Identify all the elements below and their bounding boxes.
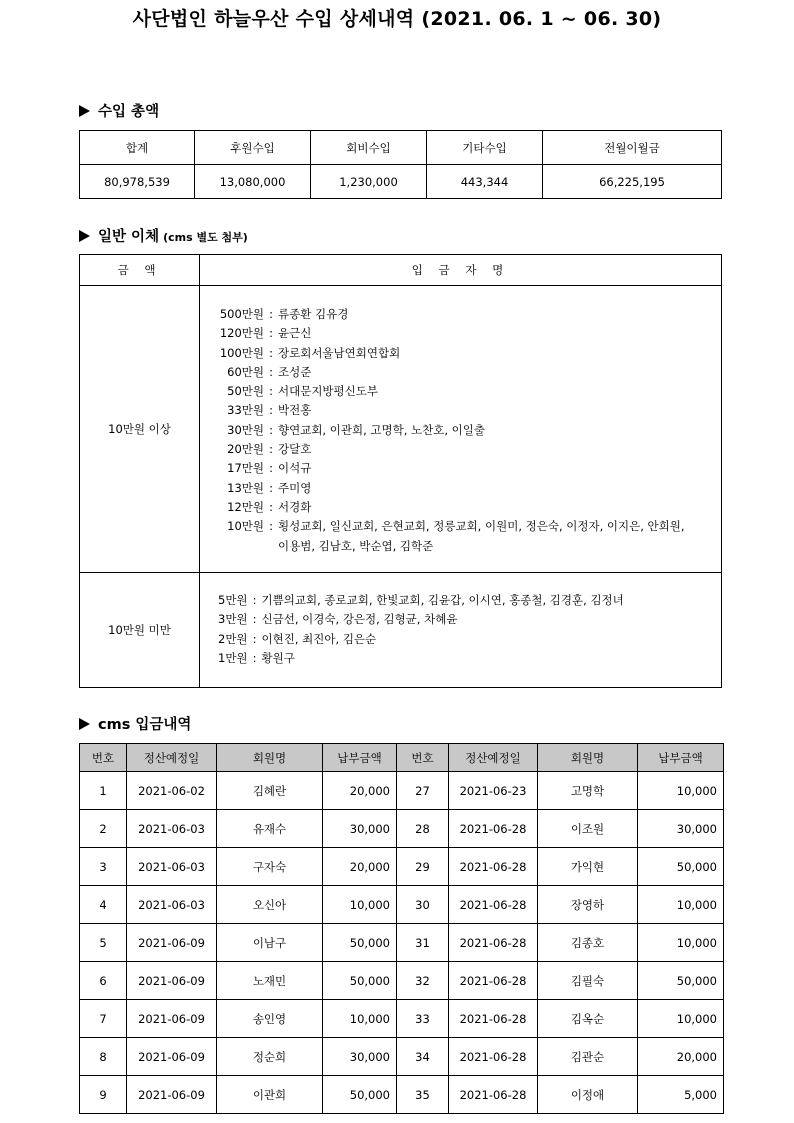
- donor-names: 황원구: [261, 650, 295, 665]
- donation-amount: 17만원: [227, 461, 264, 476]
- table-row: [80, 886, 724, 924]
- donor-line: [218, 401, 721, 420]
- table-cell: 2021-06-09: [127, 962, 217, 1000]
- header-cell: 합계: [80, 131, 195, 165]
- separator: :: [269, 307, 273, 321]
- donor-list-cell: [200, 573, 722, 688]
- table-cell: 2021-06-03: [127, 848, 217, 886]
- donor-line: [218, 363, 721, 382]
- value-cell: 443,344: [427, 165, 543, 199]
- table-cell: 2021-06-03: [127, 886, 217, 924]
- table-cell: 2021-06-09: [127, 1076, 217, 1114]
- table-cell: 2021-06-28: [449, 924, 538, 962]
- category-cell: 10만원 이상: [80, 286, 200, 573]
- donor-line: [218, 459, 721, 478]
- table-cell: 50,000: [638, 962, 724, 1000]
- table-cell: 10,000: [638, 924, 724, 962]
- table-cell: 3: [80, 848, 127, 886]
- value-cell: 80,978,539: [80, 165, 195, 199]
- triangle-bullet-icon: [79, 718, 90, 730]
- table-row: [80, 1000, 724, 1038]
- table-cell: 구자숙: [217, 848, 323, 886]
- donor-list-cell: [200, 286, 722, 573]
- table-cell: 29: [397, 848, 449, 886]
- header-cell: 납부금액: [323, 744, 397, 772]
- donor-list: [218, 591, 721, 668]
- separator: :: [269, 345, 273, 360]
- cms-header-row: [80, 744, 724, 772]
- donation-amount: 120만원: [219, 326, 264, 341]
- table-cell: 10,000: [323, 1000, 397, 1038]
- section-header-total-income: [79, 100, 159, 121]
- donor-names: 이석규: [278, 461, 312, 476]
- donor-names: 서경화: [278, 499, 312, 514]
- cms-deposit-table: [79, 743, 724, 1114]
- donation-amount: 5만원: [218, 593, 248, 607]
- table-row: [80, 962, 724, 1000]
- donor-names: 향연교회, 이관희, 고명학, 노찬호, 이일출: [278, 422, 485, 437]
- table-cell: 2021-06-28: [449, 962, 538, 1000]
- value-cell: 13,080,000: [195, 165, 311, 199]
- table-cell: 20,000: [638, 1038, 724, 1076]
- table-cell: 2021-06-09: [127, 1000, 217, 1038]
- table-cell: 30: [397, 886, 449, 924]
- transfer-header-row: [80, 255, 722, 286]
- table-cell: 이남구: [217, 924, 323, 962]
- donor-names: 조성준: [278, 364, 312, 379]
- table-cell: 7: [80, 1000, 127, 1038]
- table-cell: 고명학: [538, 772, 638, 810]
- summary-header-row: [80, 131, 722, 165]
- donation-amount: 20만원: [227, 442, 264, 457]
- table-cell: 5: [80, 924, 127, 962]
- donor-line: [218, 479, 721, 498]
- table-cell: 32: [397, 962, 449, 1000]
- table-cell: 이정애: [538, 1076, 638, 1114]
- header-cell: 회비수입: [311, 131, 427, 165]
- donation-amount: 500만원: [219, 307, 264, 321]
- separator: :: [269, 384, 273, 399]
- header-cell: 번호: [397, 744, 449, 772]
- donor-line: [218, 421, 721, 440]
- table-cell: 20,000: [323, 848, 397, 886]
- table-cell: 2021-06-23: [449, 772, 538, 810]
- table-cell: 31: [397, 924, 449, 962]
- table-cell: 27: [397, 772, 449, 810]
- separator: :: [269, 442, 273, 457]
- donation-amount: 1만원: [218, 650, 248, 665]
- donor-line: [218, 630, 721, 649]
- table-cell: 2021-06-28: [449, 810, 538, 848]
- category-cell: 10만원 미만: [80, 573, 200, 688]
- table-cell: 4: [80, 886, 127, 924]
- separator: :: [252, 631, 257, 646]
- table-cell: 2021-06-09: [127, 924, 217, 962]
- section-label: 일반 이체: [98, 229, 160, 245]
- table-cell: 2021-06-02: [127, 772, 217, 810]
- table-cell: 김종호: [538, 924, 638, 962]
- table-cell: 9: [80, 1076, 127, 1114]
- value-cell: 66,225,195: [543, 165, 722, 199]
- table-cell: 김관순: [538, 1038, 638, 1076]
- separator: :: [252, 593, 257, 607]
- triangle-bullet-icon: [79, 230, 90, 242]
- table-cell: 2: [80, 810, 127, 848]
- donor-line: [218, 440, 721, 459]
- table-row: [80, 772, 724, 810]
- separator: :: [269, 461, 273, 476]
- cms-body: [80, 772, 724, 1114]
- income-summary-table: [79, 130, 722, 199]
- table-cell: 50,000: [323, 962, 397, 1000]
- table-cell: 50,000: [638, 848, 724, 886]
- table-cell: 50,000: [323, 1076, 397, 1114]
- header-cell: 전월이월금: [543, 131, 722, 165]
- donor-names: 이현진, 최진아, 김은순: [261, 631, 377, 646]
- donation-amount: 13만원: [227, 480, 264, 495]
- donation-amount: 30만원: [227, 422, 264, 437]
- table-cell: 8: [80, 1038, 127, 1076]
- header-cell: 후원수입: [195, 131, 311, 165]
- summary-value-row: [80, 165, 722, 199]
- header-cell: 회원명: [217, 744, 323, 772]
- section-label: 수입 총액: [98, 104, 160, 120]
- table-cell: 30,000: [323, 810, 397, 848]
- header-cell: 기타수입: [427, 131, 543, 165]
- table-cell: 장영하: [538, 886, 638, 924]
- donor-line: [218, 610, 721, 629]
- page-title: 사단법인 하늘우산 수입 상세내역 (2021. 06. 1 ~ 06. 30): [132, 8, 662, 30]
- table-cell: 2021-06-03: [127, 810, 217, 848]
- table-cell: 2021-06-28: [449, 1076, 538, 1114]
- donation-amount: 60만원: [227, 364, 264, 379]
- section-note: (cms 별도 첨부): [163, 231, 248, 244]
- donor-names: 박전홍: [278, 403, 312, 418]
- donor-line: [218, 498, 721, 517]
- donor-line: [218, 324, 721, 343]
- donor-line: [218, 649, 721, 668]
- table-cell: 이관희: [217, 1076, 323, 1114]
- table-cell: 35: [397, 1076, 449, 1114]
- table-cell: 송인영: [217, 1000, 323, 1038]
- separator: :: [252, 612, 257, 627]
- table-cell: 김필숙: [538, 962, 638, 1000]
- table-cell: 2021-06-28: [449, 848, 538, 886]
- separator: :: [252, 650, 257, 665]
- table-cell: 노재민: [217, 962, 323, 1000]
- separator: :: [269, 519, 273, 534]
- table-cell: 10,000: [638, 772, 724, 810]
- table-cell: 30,000: [638, 810, 724, 848]
- transfer-row-under: [80, 573, 722, 688]
- table-cell: 오신아: [217, 886, 323, 924]
- donor-names: 신금선, 이경숙, 강은정, 김형균, 차혜윤: [261, 612, 458, 627]
- donation-amount: 12만원: [227, 499, 264, 514]
- header-cell: 입 금 자 명: [200, 255, 722, 286]
- table-cell: 30,000: [323, 1038, 397, 1076]
- table-cell: 유재수: [217, 810, 323, 848]
- separator: :: [269, 422, 273, 437]
- table-cell: 20,000: [323, 772, 397, 810]
- donor-names: 서대문지방평신도부: [278, 384, 378, 399]
- table-cell: 10,000: [638, 1000, 724, 1038]
- separator: :: [269, 326, 273, 341]
- header-cell: 번호: [80, 744, 127, 772]
- header-cell: 금 액: [80, 255, 200, 286]
- table-cell: 1: [80, 772, 127, 810]
- separator: :: [269, 480, 273, 495]
- table-cell: 2021-06-28: [449, 1000, 538, 1038]
- general-transfer-table: [79, 254, 722, 688]
- value-cell: 1,230,000: [311, 165, 427, 199]
- donor-names: 장로회서울남연회연합회: [278, 345, 401, 360]
- section-header-general-transfer: [79, 225, 248, 246]
- table-cell: 2021-06-28: [449, 1038, 538, 1076]
- header-cell: 정산예정일: [127, 744, 217, 772]
- donor-names: 윤근신: [278, 326, 312, 341]
- donor-names: 강달호: [278, 442, 312, 457]
- donor-line: [218, 305, 721, 324]
- donor-line: [218, 591, 721, 610]
- table-row: [80, 1038, 724, 1076]
- table-cell: 이조원: [538, 810, 638, 848]
- table-cell: 28: [397, 810, 449, 848]
- table-cell: 50,000: [323, 924, 397, 962]
- table-row: [80, 1076, 724, 1114]
- separator: :: [269, 499, 273, 514]
- transfer-row-over: [80, 286, 722, 573]
- table-cell: 10,000: [323, 886, 397, 924]
- table-cell: 2021-06-28: [449, 886, 538, 924]
- donor-line: [218, 382, 721, 401]
- separator: :: [269, 403, 273, 418]
- table-cell: 6: [80, 962, 127, 1000]
- table-cell: 5,000: [638, 1076, 724, 1114]
- donation-amount: 2만원: [218, 631, 248, 646]
- donation-amount: 3만원: [218, 612, 248, 627]
- table-cell: 33: [397, 1000, 449, 1038]
- donor-names: 횡성교회, 일신교회, 은현교회, 정릉교회, 이원미, 정은숙, 이정자, 이지은, 안희원, 이용범, 김남호, 박순엽, 김학준: [278, 519, 685, 553]
- table-cell: 10,000: [638, 886, 724, 924]
- donor-list: [218, 305, 721, 556]
- donor-names: 기쁨의교회, 종로교회, 한빛교회, 김윤갑, 이시연, 홍종철, 김경훈, 김정녀: [261, 593, 624, 607]
- donation-amount: 33만원: [227, 403, 264, 418]
- header-cell: 정산예정일: [449, 744, 538, 772]
- table-cell: 34: [397, 1038, 449, 1076]
- donor-names: 류종환 김유경: [278, 307, 349, 321]
- table-cell: 김옥순: [538, 1000, 638, 1038]
- section-header-cms: [79, 713, 191, 734]
- separator: :: [269, 364, 273, 379]
- table-cell: 가익현: [538, 848, 638, 886]
- triangle-bullet-icon: [79, 105, 90, 117]
- header-cell: 회원명: [538, 744, 638, 772]
- table-cell: 정순희: [217, 1038, 323, 1076]
- donation-amount: 100만원: [219, 345, 264, 360]
- table-row: [80, 848, 724, 886]
- donation-amount: 10만원: [227, 519, 264, 534]
- section-label: cms 입금내역: [98, 717, 192, 733]
- header-cell: 납부금액: [638, 744, 724, 772]
- donation-amount: 50만원: [227, 384, 264, 399]
- donor-line: [218, 517, 721, 556]
- donor-line: [218, 344, 721, 363]
- table-cell: 2021-06-09: [127, 1038, 217, 1076]
- donor-names: 주미영: [278, 480, 312, 495]
- table-cell: 김혜란: [217, 772, 323, 810]
- table-row: [80, 924, 724, 962]
- table-row: [80, 810, 724, 848]
